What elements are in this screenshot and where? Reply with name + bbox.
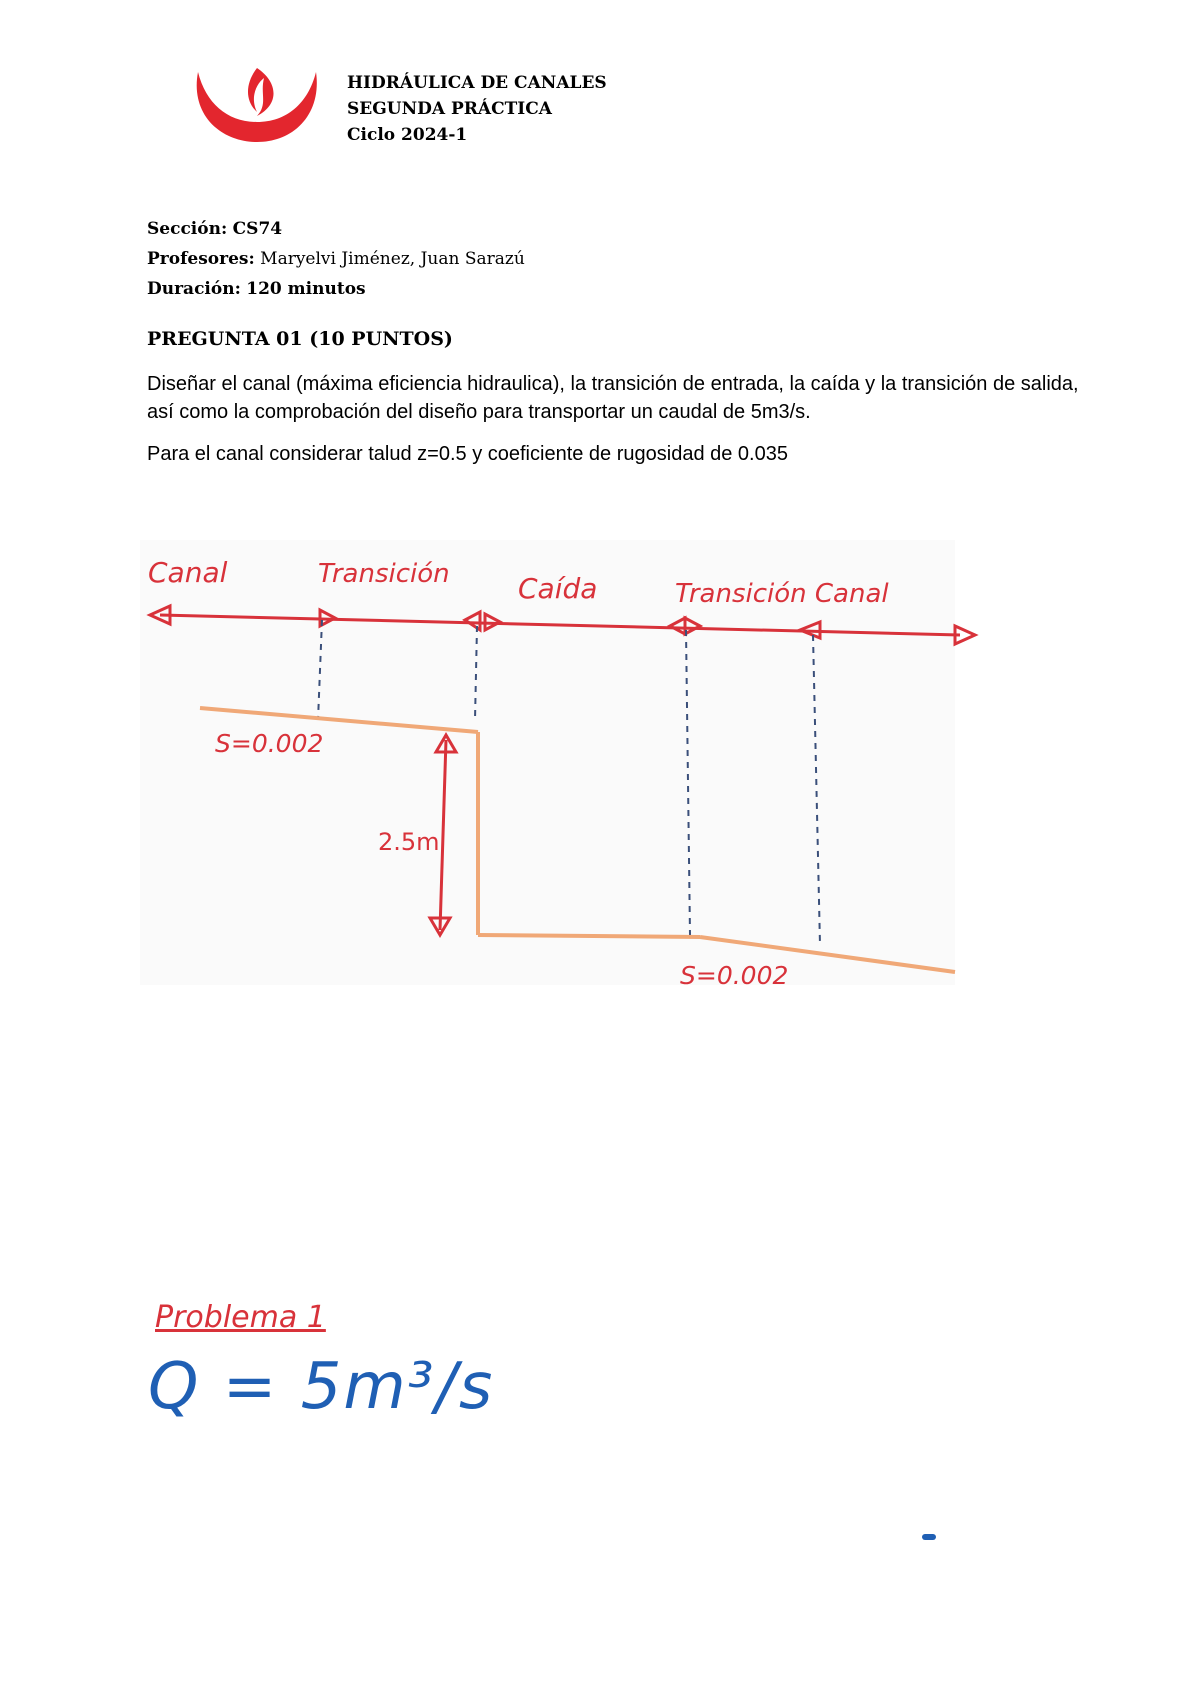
drop-height-label: 2.5m <box>378 828 440 856</box>
ink-mark <box>922 1534 936 1540</box>
flow-equation: Q = 5m³/s <box>148 1350 495 1424</box>
channel-sketch <box>0 540 1200 1000</box>
exam-meta <box>147 214 525 304</box>
professors-line: Profesores: Maryelvi Jiménez, Juan Sarazú <box>147 249 525 269</box>
slope-upstream-label: S=0.002 <box>215 729 324 758</box>
slope-downstream-label: S=0.002 <box>680 961 789 990</box>
label-caida: Caída <box>518 572 598 605</box>
question-paragraph-2: Para el canal considerar talud z=0.5 y coeficiente de rugosidad de 0.035 <box>147 443 788 465</box>
label-transicion-canal: Transición Canal <box>675 579 889 609</box>
term-label: Ciclo 2024-1 <box>347 125 468 145</box>
course-title: HIDRÁULICA DE CANALES <box>347 73 607 93</box>
label-canal: Canal <box>148 556 228 589</box>
section-line: Sección: CS74 <box>147 219 283 239</box>
question-title: PREGUNTA 01 (10 PUNTOS) <box>147 328 453 350</box>
duration-line: Duración: 120 minutos <box>147 279 366 299</box>
university-logo <box>190 64 325 144</box>
question-paragraph-1: Diseñar el canal (máxima eficiencia hidraulica), la transición de entrada, la caída y la transición de salida, así como la comprobación del diseño para transportar un caudal de 5m3/s. <box>147 373 1079 423</box>
exam-title: SEGUNDA PRÁCTICA <box>347 99 552 119</box>
course-header <box>347 70 607 148</box>
problem-label: Problema 1 <box>155 1300 326 1335</box>
label-transicion: Transición <box>318 559 450 589</box>
